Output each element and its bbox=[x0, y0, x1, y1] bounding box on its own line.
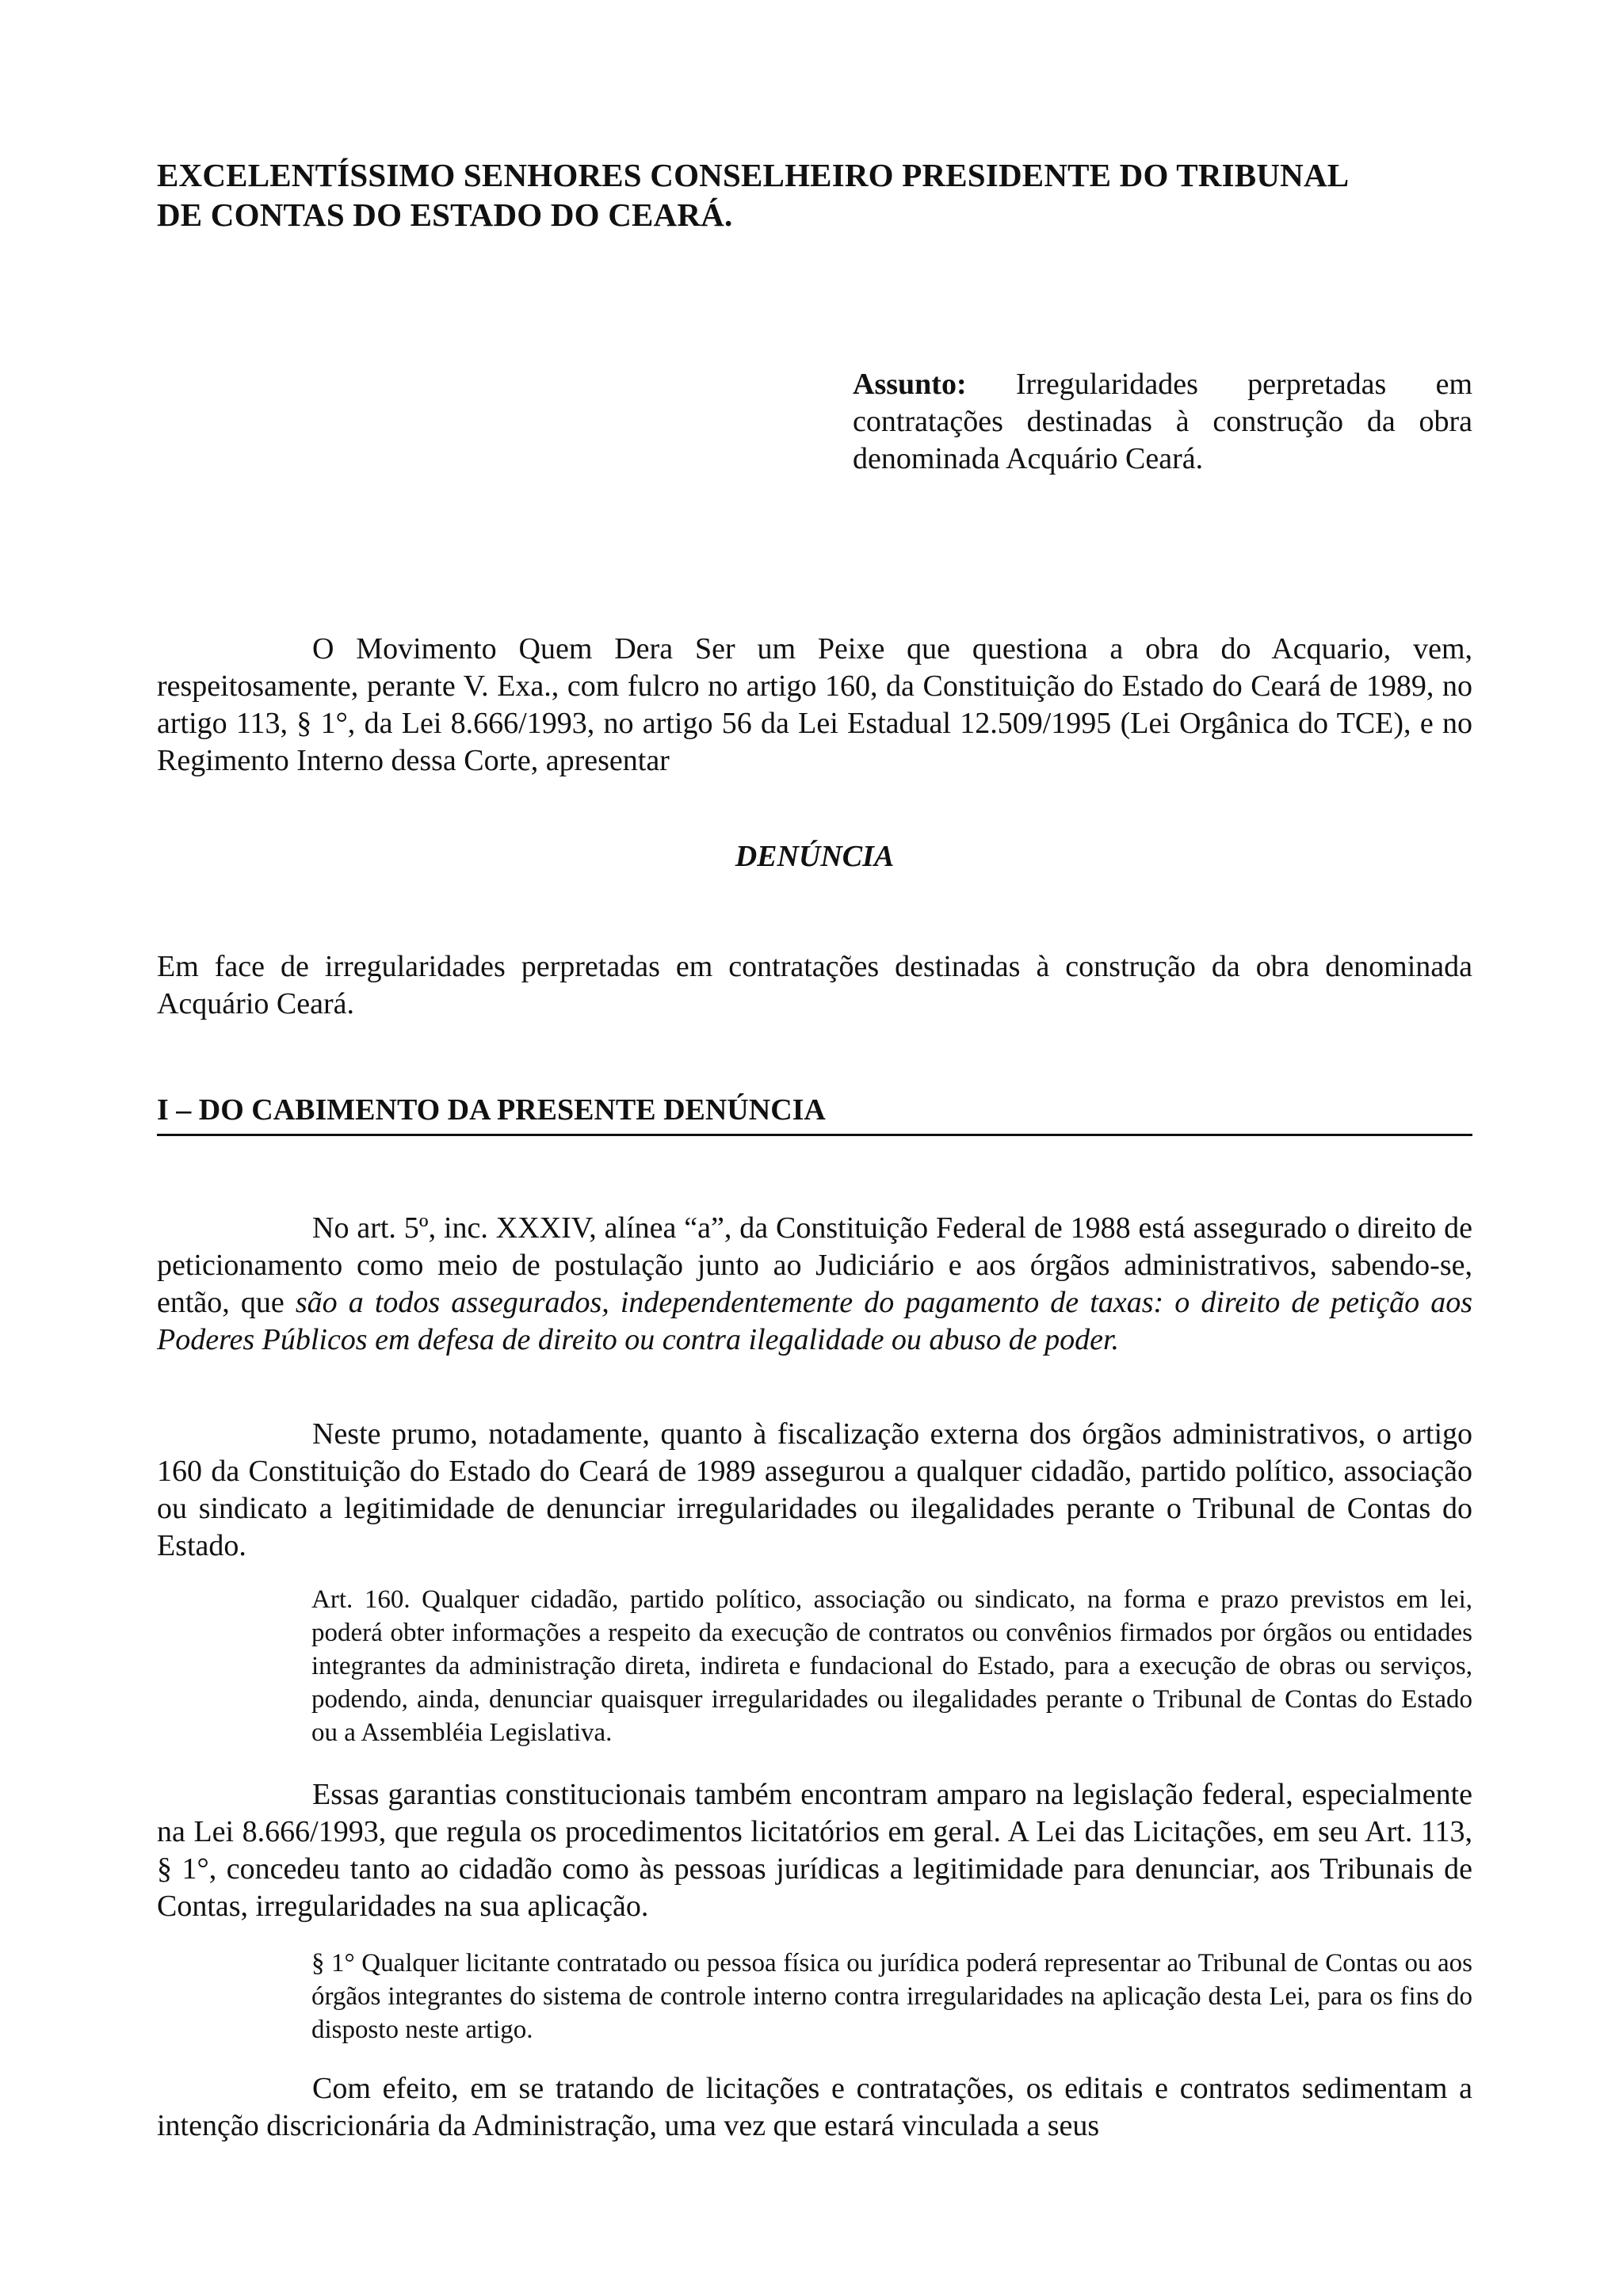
purpose-paragraph: Em face de irregularidades perpretadas em contratações destinadas à construção da obra denominada Acquário Ceará. bbox=[157, 950, 1472, 1020]
quote-paragraph-1: § 1° Qualquer licitante contratado ou pessoa física ou jurídica poderá representar ao Tribunal de Contas ou aos órgãos integrantes do sistema de controle interno contra irregularidades na aplicação desta Lei, para os fins do disposto neste artigo. bbox=[311, 1949, 1472, 2044]
intro-paragraph: O Movimento Quem Dera Ser um Peixe que questiona a obra do Acquario, vem, respeitosamente, perante V. Exa., com fulcro no artigo 160, da Constituição do Estado do Ceará de 1989, no artigo 113, § 1°, da Lei 8.666/1993, no artigo 56 da Lei Estadual 12.509/1995 (Lei Orgânica do TCE), e no Regimento Interno dessa Corte, apresentar bbox=[157, 632, 1472, 777]
paragraph-1 bbox=[157, 1210, 1472, 1359]
paragraph-1-italic: são a todos assegurados, independentemente do pagamento de taxas: o direito de petição aos Poderes Públicos em defesa de direito ou contra ilegalidade ou abuso de poder. bbox=[157, 1286, 1473, 1356]
paragraph-1-text: No art. 5º, inc. XXXIV, alínea “a”, da Constituição Federal de 1988 está assegurado o direito de peticionamento como meio de postulação junto ao Judiciário e aos órgãos administrativos, sabendo-se, então, que bbox=[157, 1211, 1472, 1319]
paragraph-3: Essas garantias constitucionais também encontram amparo na legislação federal, especialmente na Lei 8.666/1993, que regula os procedimentos licitatórios em geral. A Lei das Licitações, em seu Art. 113, § 1°, concedeu tanto ao cidadão como às pessoas jurídicas a legitimidade para denunciar, aos Tribunais de Contas, irregularidades na sua aplicação. bbox=[157, 1778, 1472, 1923]
addressee-heading bbox=[157, 155, 1480, 235]
document-title: DENÚNCIA bbox=[735, 840, 895, 873]
addressee-line-2: DE CONTAS DO ESTADO DO CEARÁ. bbox=[157, 196, 733, 233]
subject-label: Assunto: bbox=[853, 368, 967, 401]
addressee-line-1: EXCELENTÍSSIMO SENHORES CONSELHEIRO PRESIDENTE DO TRIBUNAL bbox=[157, 157, 1350, 193]
subject-text: Irregularidades perpretadas em contratações destinadas à construção da obra denominada Acquário Ceará. bbox=[853, 368, 1473, 475]
subject-block bbox=[853, 366, 1472, 478]
quote-art-160: Art. 160. Qualquer cidadão, partido político, associação ou sindicato, na forma e prazo previstos em lei, poderá obter informações a respeito da execução de contratos ou convênios firmados por órgãos ou entidades integrantes da administração direta, indireta e fundacional do Estado, para a execução de obras ou serviços, podendo, ainda, denunciar quaisquer irregularidades ou ilegalidades perante o Tribunal de Contas do Estado ou a Assembléia Legislativa. bbox=[311, 1585, 1472, 1747]
section-heading: I – DO CABIMENTO DA PRESENTE DENÚNCIA bbox=[157, 1092, 1472, 1136]
paragraph-4: Com efeito, em se tratando de licitações e contratações, os editais e contratos sedimentam a intenção discricionária da Administração, uma vez que estará vinculada a seus bbox=[157, 2072, 1472, 2142]
paragraph-2: Neste prumo, notadamente, quanto à fiscalização externa dos órgãos administrativos, o artigo 160 da Constituição do Estado do Ceará de 1989 assegurou a qualquer cidadão, partido político, associação ou sindicato a legitimidade de denunciar irregularidades ou ilegalidades perante o Tribunal de Contas do Estado. bbox=[157, 1417, 1472, 1562]
